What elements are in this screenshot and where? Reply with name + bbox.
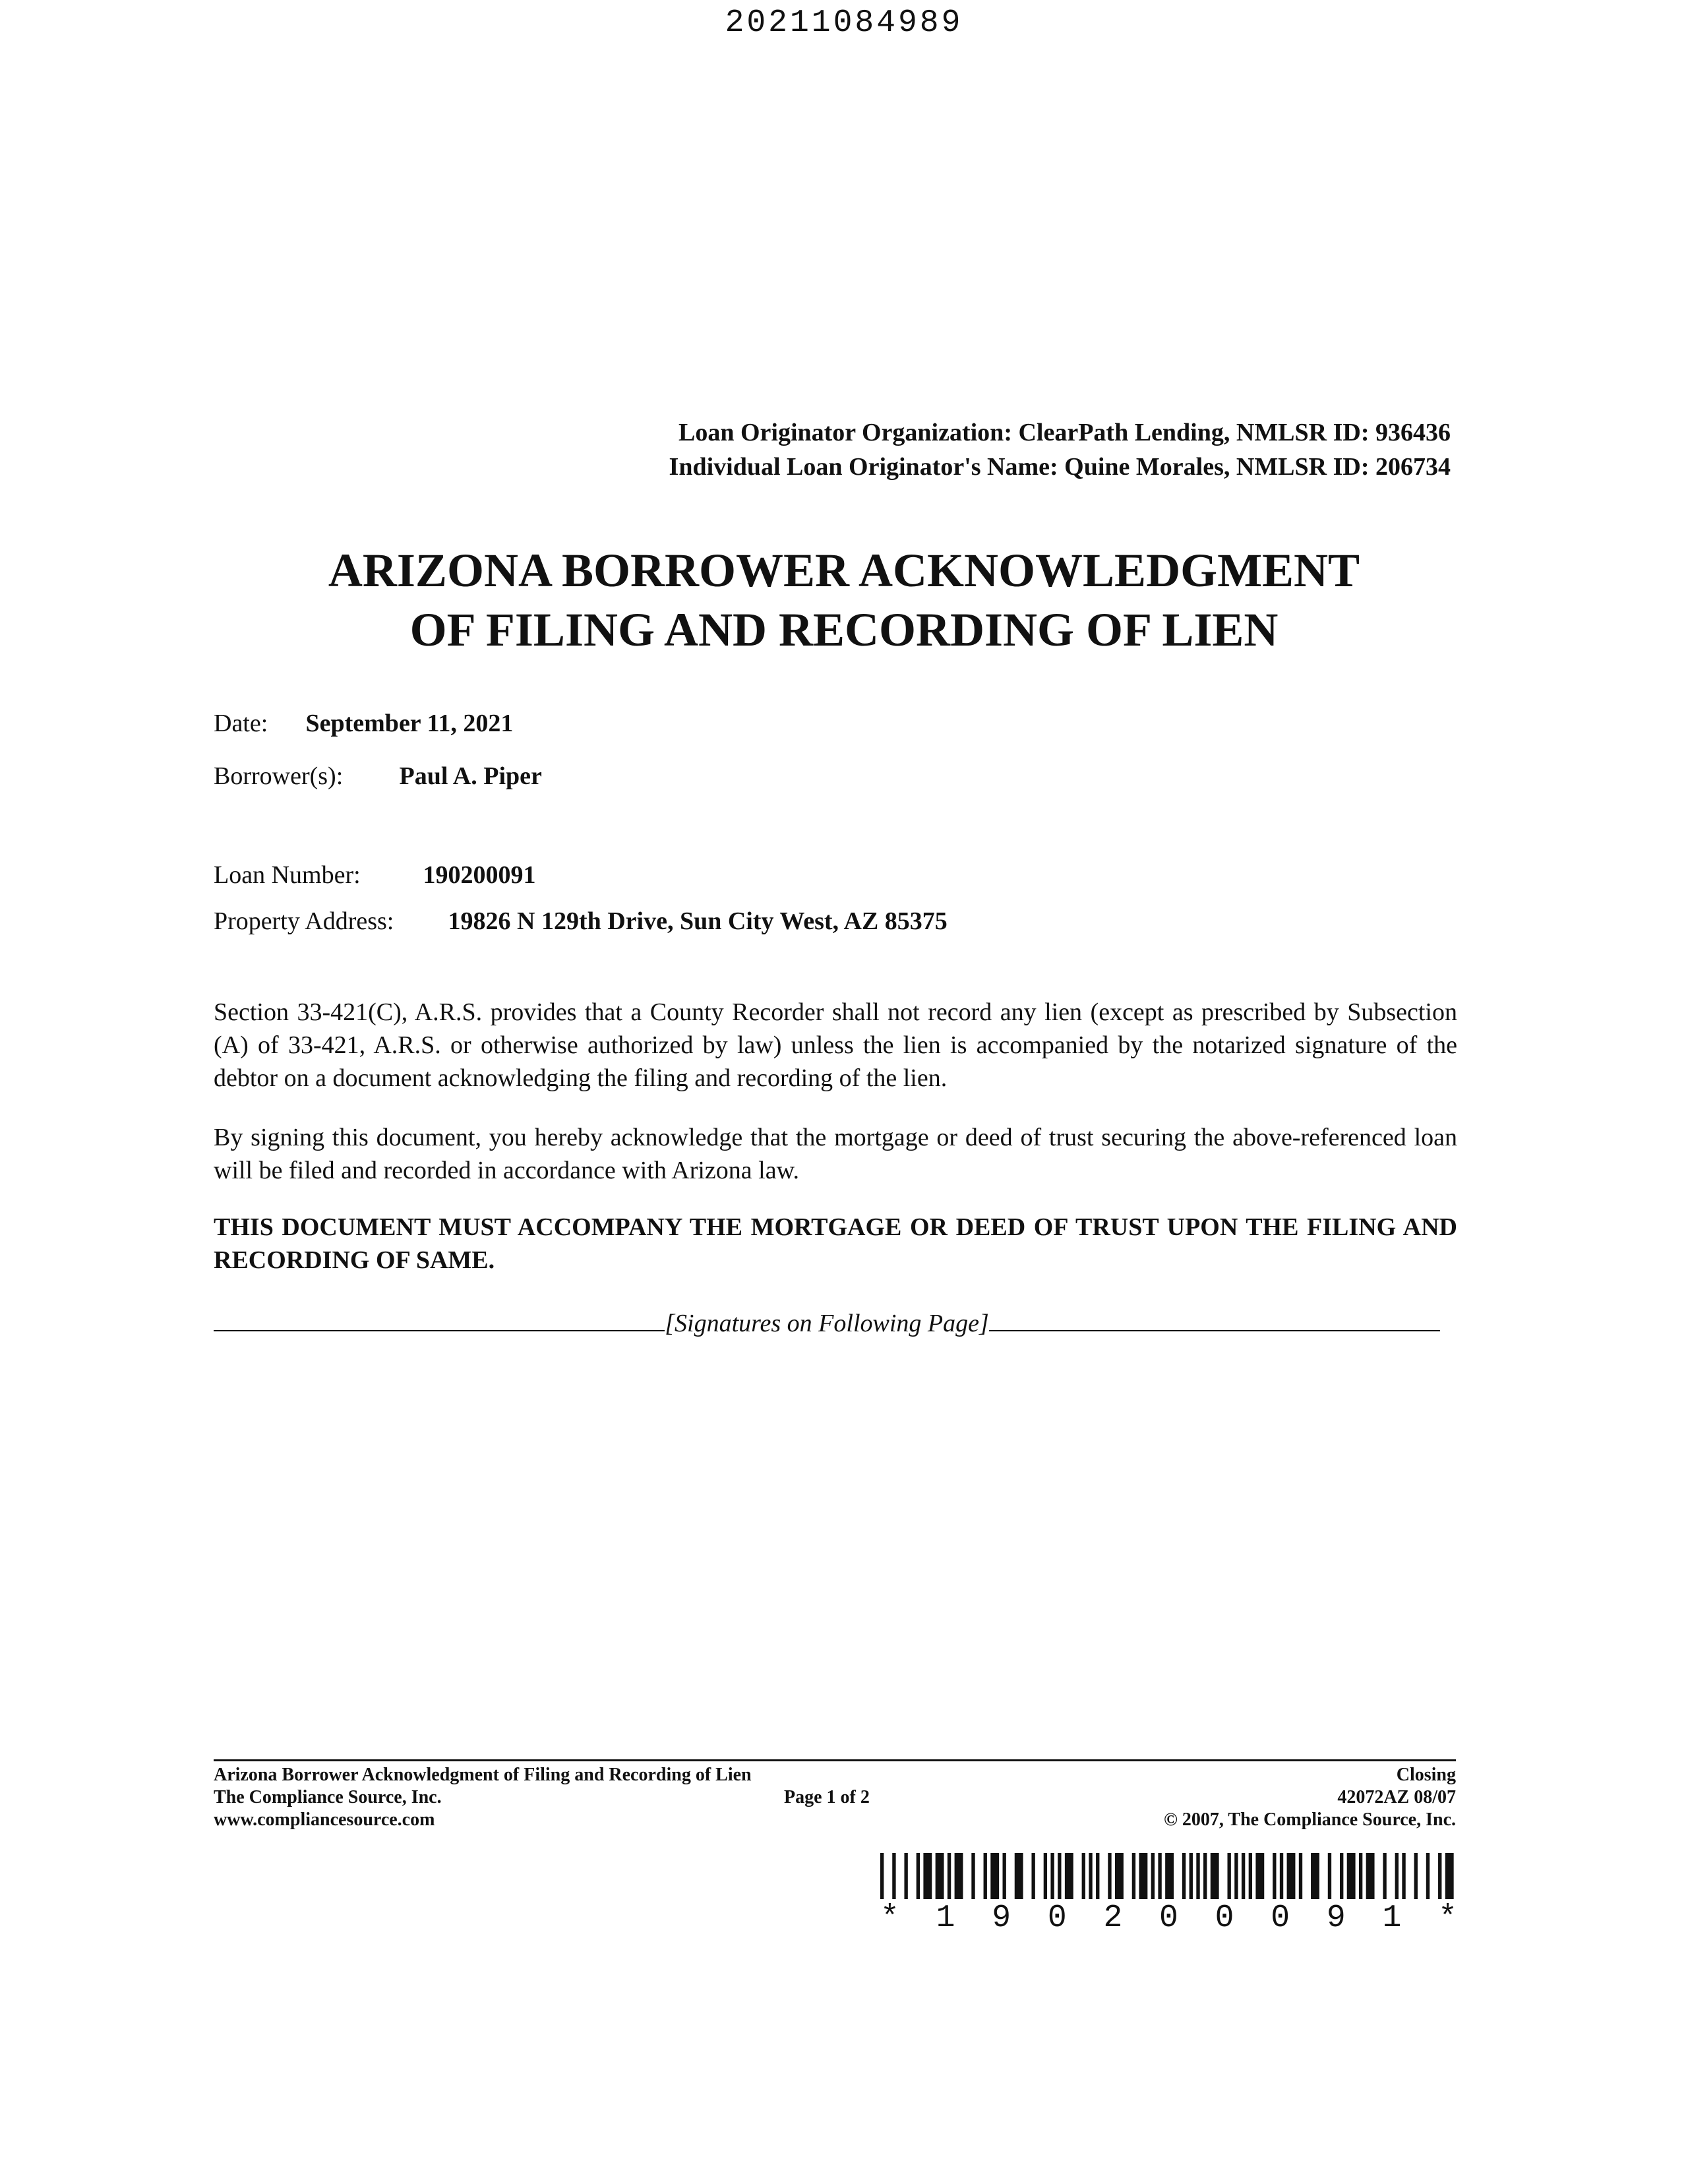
- barcode-bar: [904, 1853, 907, 1899]
- recording-number: 20211084989: [725, 5, 963, 41]
- barcode-char: 0: [1271, 1900, 1290, 1936]
- barcode-bar: [1115, 1853, 1124, 1899]
- barcode-char: *: [1438, 1900, 1457, 1936]
- statute-paragraph: Section 33-421(C), A.R.S. provides that a County Recorder shall not record any lien (except as prescribed by Subsection (A) of 33-421, A.R.S. or otherwise authorized by law) unless the lien is accompanied by the notarized signature of the debtor on a document acknowledging the filing and recording of the lien.: [214, 998, 1457, 1092]
- barcode-bar: [1228, 1853, 1231, 1899]
- barcode-bar: [1044, 1853, 1047, 1899]
- barcode-bar: [948, 1853, 951, 1899]
- footer-form-code: 42072AZ 08/07: [1337, 1787, 1456, 1807]
- barcode-bar: [880, 1853, 884, 1899]
- barcode-bar: [1182, 1853, 1186, 1899]
- barcode-bar: [1108, 1853, 1111, 1899]
- barcode-bar: [1065, 1853, 1073, 1899]
- barcode-bar: [1395, 1853, 1399, 1899]
- barcode-bar: [1328, 1853, 1331, 1899]
- barcode-bar: [955, 1853, 963, 1899]
- barcode-bar: [1366, 1853, 1375, 1899]
- barcode-char: 0: [1159, 1900, 1178, 1936]
- barcode-bar: [1096, 1853, 1099, 1899]
- barcode-bar: [1196, 1853, 1199, 1899]
- barcode-bar: [984, 1853, 987, 1899]
- barcode-bar: [917, 1853, 920, 1899]
- signature-rule-right: [989, 1330, 1440, 1331]
- barcode-bar: [1003, 1853, 1006, 1899]
- barcode-bar: [1151, 1853, 1155, 1899]
- footer-category: Closing: [1396, 1765, 1456, 1785]
- barcode-bar: [1383, 1853, 1386, 1899]
- originator-individual: Individual Loan Originator's Name: Quine Morales, NMLSR ID: 206734: [669, 453, 1451, 481]
- footer-left: [214, 1764, 752, 1831]
- barcode-bar: [1249, 1853, 1252, 1899]
- barcode-bar: [1139, 1853, 1147, 1899]
- barcode-bar: [971, 1853, 975, 1899]
- barcode-bar: [1165, 1853, 1174, 1899]
- signature-rule-left: [214, 1330, 665, 1331]
- borrower-label: Borrower(s):: [214, 762, 344, 790]
- filing-notice: THIS DOCUMENT MUST ACCOMPANY THE MORTGAGE OR DEED OF TRUST UPON THE FILING AND RECORDING OF SAME.: [214, 1213, 1457, 1274]
- originator-organization: Loan Originator Organization: ClearPath Lending, NMLSR ID: 936436: [678, 419, 1451, 446]
- barcode-char: 2: [1103, 1900, 1123, 1936]
- barcode-bar: [1089, 1853, 1092, 1899]
- footer-form-title: Arizona Borrower Acknowledgment of Filing and Recording of Lien: [214, 1765, 752, 1785]
- originator-block: [669, 415, 1451, 484]
- signature-note-text: [Signatures on Following Page]: [665, 1310, 989, 1337]
- signature-note: [214, 1309, 1440, 1338]
- barcode-bar: [1414, 1853, 1418, 1899]
- barcode-text: [880, 1900, 1457, 1936]
- barcode-bar: [1426, 1853, 1430, 1899]
- date-label: Date:: [214, 710, 268, 737]
- barcode-bar: [892, 1853, 895, 1899]
- barcode-bar: [1132, 1853, 1135, 1899]
- barcode-char: 1: [936, 1900, 955, 1936]
- barcode-char: 0: [1047, 1900, 1067, 1936]
- barcode-bar: [1203, 1853, 1207, 1899]
- loan-number-label: Loan Number:: [214, 861, 361, 889]
- borrower-row: [214, 762, 542, 791]
- barcode-bar: [1234, 1853, 1238, 1899]
- barcode-bar: [1211, 1853, 1219, 1899]
- barcode-bar: [1255, 1853, 1264, 1899]
- barcode-bar: [1280, 1853, 1283, 1899]
- date-value: September 11, 2021: [305, 710, 514, 737]
- form-footer: [214, 1759, 1456, 1830]
- barcode-bar: [1082, 1853, 1085, 1899]
- barcode-bar: [1050, 1853, 1054, 1899]
- footer-page: Page 1 of 2: [784, 1787, 870, 1807]
- barcode-bar: [1299, 1853, 1302, 1899]
- barcode-bar: [1359, 1853, 1362, 1899]
- barcode-bar: [1347, 1853, 1356, 1899]
- footer-copyright: © 2007, The Compliance Source, Inc.: [1163, 1809, 1456, 1830]
- barcode-bar: [1058, 1853, 1061, 1899]
- footer-website: www.compliancesource.com: [214, 1809, 435, 1830]
- barcode-bar: [1340, 1853, 1343, 1899]
- barcode-char: 9: [992, 1900, 1011, 1936]
- barcode-bar: [1242, 1853, 1245, 1899]
- barcode-bar: [1311, 1853, 1319, 1899]
- loan-barcode: [880, 1853, 1457, 1899]
- barcode-char: 9: [1326, 1900, 1346, 1936]
- title-line-2: OF FILING AND RECORDING OF LIEN: [409, 603, 1279, 656]
- barcode-char: 1: [1382, 1900, 1402, 1936]
- document-title: [0, 541, 1688, 659]
- barcode-bar: [1190, 1853, 1193, 1899]
- acknowledgment-paragraph: By signing this document, you hereby acknowledge that the mortgage or deed of trust securing the above-referenced loan will be filed and recorded in accordance with Arizona law.: [214, 1124, 1457, 1184]
- property-address-row: [214, 907, 948, 936]
- barcode-bar: [1445, 1853, 1454, 1899]
- property-address-value: 19826 N 129th Drive, Sun City West, AZ 85375: [448, 907, 948, 935]
- property-address-label: Property Address:: [214, 907, 394, 935]
- title-line-1: ARIZONA BORROWER ACKNOWLEDGMENT: [328, 544, 1360, 597]
- barcode-bar: [1158, 1853, 1161, 1899]
- loan-number-row: [214, 861, 536, 890]
- barcode-char: 0: [1215, 1900, 1234, 1936]
- barcode-bar: [1015, 1853, 1023, 1899]
- borrower-value: Paul A. Piper: [399, 762, 542, 790]
- barcode-bar: [1438, 1853, 1441, 1899]
- barcode-bar: [1031, 1853, 1035, 1899]
- date-row: [214, 709, 513, 738]
- barcode-char: *: [880, 1900, 899, 1936]
- barcode-bar: [1273, 1853, 1276, 1899]
- loan-number-value: 190200091: [423, 861, 536, 889]
- barcode-bar: [923, 1853, 932, 1899]
- barcode-bar: [990, 1853, 999, 1899]
- footer-company: The Compliance Source, Inc.: [214, 1787, 442, 1807]
- barcode-bar: [936, 1853, 944, 1899]
- barcode-bar: [1287, 1853, 1296, 1899]
- footer-right: [1164, 1764, 1456, 1831]
- barcode-bar: [1402, 1853, 1405, 1899]
